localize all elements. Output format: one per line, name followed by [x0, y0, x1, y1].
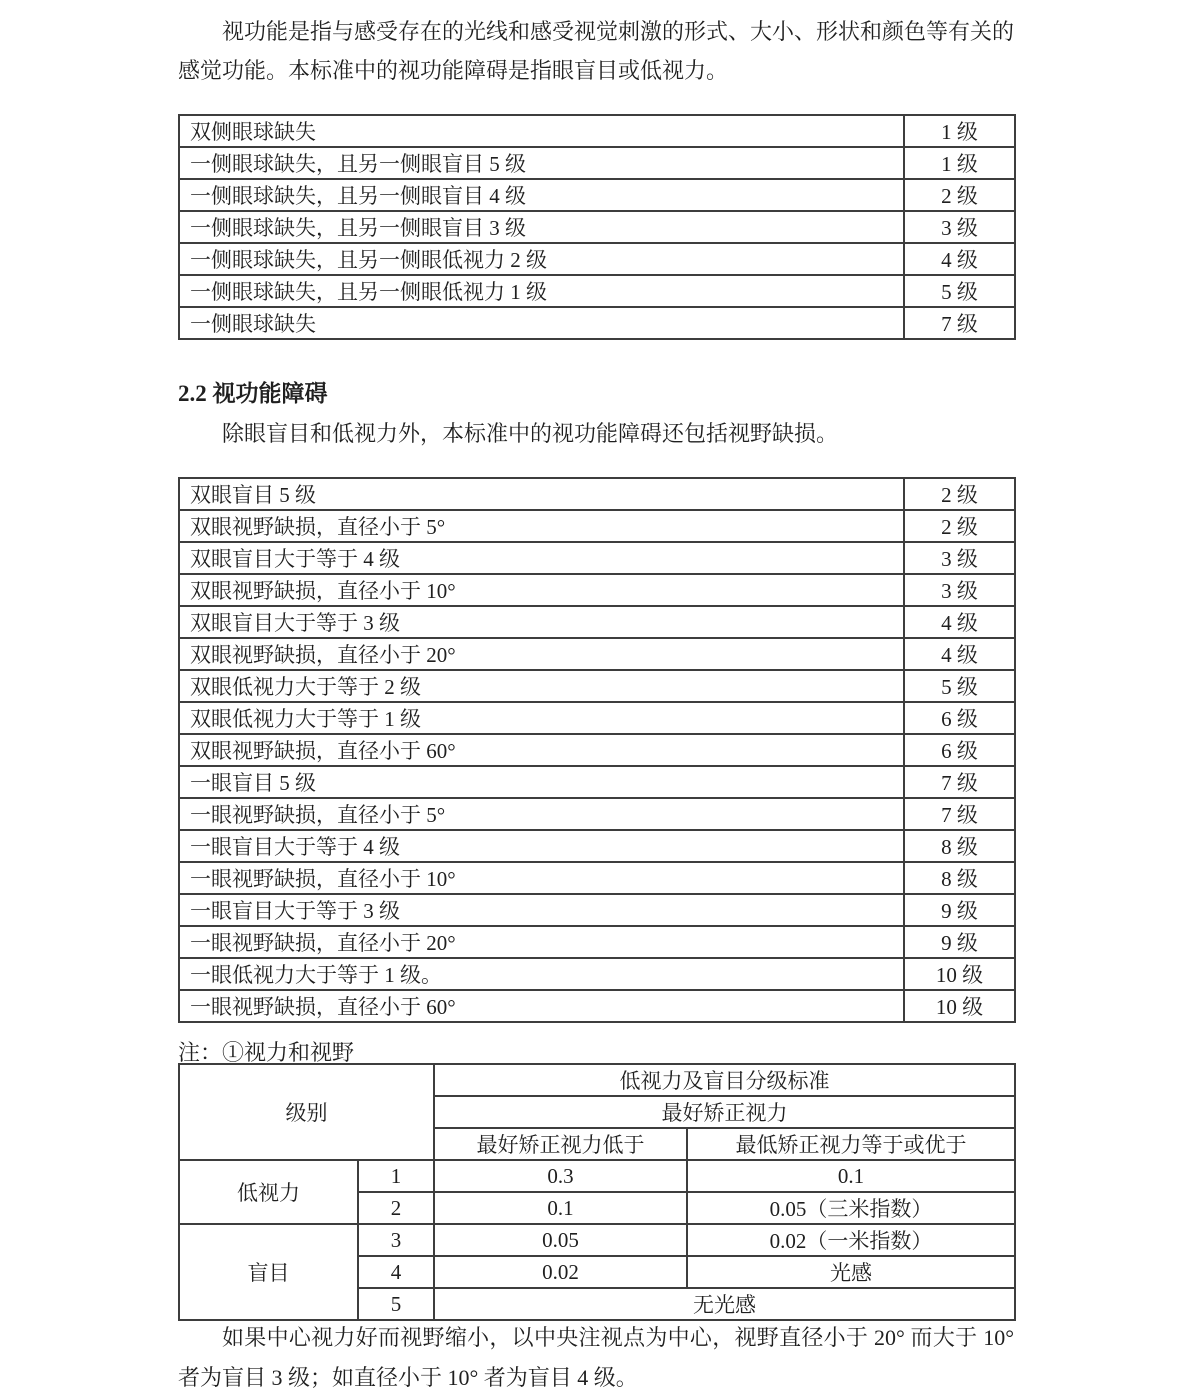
table-row	[179, 307, 1015, 339]
condition-cell: 一侧眼球缺失，且另一侧眼低视力 2 级	[179, 243, 904, 275]
section-title: 视功能障碍	[212, 381, 328, 406]
table-row	[179, 830, 1015, 862]
grading-subtitle-cell: 最好矫正视力	[434, 1096, 1015, 1128]
low-vision-group-cell: 低视力	[179, 1160, 358, 1224]
col-below-header-cell: 最好矫正视力低于	[434, 1128, 687, 1160]
table-row	[179, 862, 1015, 894]
table-row	[179, 478, 1015, 510]
condition-cell: 一眼盲目大于等于 3 级	[179, 894, 904, 926]
table-row	[179, 926, 1015, 958]
section-number: 2.2	[178, 381, 207, 406]
acuity-better-cell: 0.1	[687, 1160, 1015, 1192]
closing-paragraph: 如果中心视力好而视野缩小，以中央注视点为中心，视野直径小于 20° 而大于 10° 者为盲目 3 级；如直径小于 10° 者为盲目 4 级。	[178, 1325, 1014, 1390]
grade-cell: 9 级	[904, 894, 1015, 926]
condition-cell: 双眼视野缺损，直径小于 60°	[179, 734, 904, 766]
grade-cell: 3 级	[904, 542, 1015, 574]
condition-cell: 双眼盲目 5 级	[179, 478, 904, 510]
acuity-better-cell: 0.02（一米指数）	[687, 1224, 1015, 1256]
acuity-better-cell: 0.05（三米指数）	[687, 1192, 1015, 1224]
condition-cell: 双眼视野缺损，直径小于 10°	[179, 574, 904, 606]
table-note: 注：①视力和视野	[178, 1040, 355, 1065]
condition-cell: 一侧眼球缺失，且另一侧眼盲目 3 级	[179, 211, 904, 243]
table-row	[179, 115, 1015, 147]
condition-cell: 一侧眼球缺失，且另一侧眼盲目 4 级	[179, 179, 904, 211]
grade-cell: 4 级	[904, 606, 1015, 638]
level-no-cell: 3	[358, 1224, 434, 1256]
grade-cell: 8 级	[904, 862, 1015, 894]
table-header-row	[179, 1064, 1015, 1096]
condition-cell: 双眼视野缺损，直径小于 20°	[179, 638, 904, 670]
grade-cell: 7 级	[904, 798, 1015, 830]
table-row	[179, 958, 1015, 990]
grade-cell: 5 级	[904, 275, 1015, 307]
condition-cell: 双眼视野缺损，直径小于 5°	[179, 510, 904, 542]
table-row	[179, 670, 1015, 702]
table-row	[179, 894, 1015, 926]
condition-cell: 双眼低视力大于等于 2 级	[179, 670, 904, 702]
condition-cell: 一眼视野缺损，直径小于 20°	[179, 926, 904, 958]
table-row	[179, 1224, 1015, 1256]
grade-cell: 2 级	[904, 510, 1015, 542]
condition-cell: 一眼视野缺损，直径小于 10°	[179, 862, 904, 894]
table-row	[179, 734, 1015, 766]
low-vision-blindness-grading-table	[178, 1063, 1016, 1321]
grade-cell: 5 级	[904, 670, 1015, 702]
table-row	[179, 638, 1015, 670]
condition-cell: 一眼视野缺损，直径小于 5°	[179, 798, 904, 830]
table-row	[179, 606, 1015, 638]
level-no-cell: 4	[358, 1256, 434, 1288]
acuity-below-cell: 0.1	[434, 1192, 687, 1224]
grade-cell: 9 级	[904, 926, 1015, 958]
grade-cell: 2 级	[904, 179, 1015, 211]
visual-function-grading-table	[178, 477, 1016, 1023]
table-row	[179, 766, 1015, 798]
acuity-below-cell: 0.3	[434, 1160, 687, 1192]
grade-cell: 6 级	[904, 734, 1015, 766]
grade-cell: 1 级	[904, 147, 1015, 179]
intro-paragraph: 视功能是指与感受存在的光线和感受视觉刺激的形式、大小、形状和颜色等有关的感觉功能。本标准中的视功能障碍是指眼盲目或低视力。	[178, 19, 1015, 83]
grade-cell: 2 级	[904, 478, 1015, 510]
level-no-cell: 1	[358, 1160, 434, 1192]
grade-cell: 4 级	[904, 243, 1015, 275]
eyeball-loss-grading-table	[178, 114, 1016, 340]
grade-cell: 10 级	[904, 958, 1015, 990]
table-row	[179, 243, 1015, 275]
grade-cell: 8 级	[904, 830, 1015, 862]
col-equal-or-better-header-cell: 最低矫正视力等于或优于	[687, 1128, 1015, 1160]
level-no-cell: 5	[358, 1288, 434, 1320]
table-row	[179, 211, 1015, 243]
table-row	[179, 179, 1015, 211]
condition-cell: 一眼盲目大于等于 4 级	[179, 830, 904, 862]
table-row	[179, 990, 1015, 1022]
acuity-below-cell: 0.02	[434, 1256, 687, 1288]
grade-cell: 3 级	[904, 211, 1015, 243]
condition-cell: 一眼低视力大于等于 1 级。	[179, 958, 904, 990]
merged-acuity-cell: 无光感	[434, 1288, 1015, 1320]
table-row	[179, 702, 1015, 734]
grade-cell: 10 级	[904, 990, 1015, 1022]
table-row	[179, 1160, 1015, 1192]
grade-cell: 6 级	[904, 702, 1015, 734]
condition-cell: 一侧眼球缺失	[179, 307, 904, 339]
condition-cell: 一侧眼球缺失，且另一侧眼盲目 5 级	[179, 147, 904, 179]
level-header-cell: 级别	[179, 1064, 434, 1160]
table-row	[179, 275, 1015, 307]
blindness-group-cell: 盲目	[179, 1224, 358, 1320]
section-heading	[178, 380, 1014, 408]
condition-cell: 一眼盲目 5 级	[179, 766, 904, 798]
condition-cell: 一侧眼球缺失，且另一侧眼低视力 1 级	[179, 275, 904, 307]
condition-cell: 双侧眼球缺失	[179, 115, 904, 147]
level-no-cell: 2	[358, 1192, 434, 1224]
acuity-below-cell: 0.05	[434, 1224, 687, 1256]
grading-title-cell: 低视力及盲目分级标准	[434, 1064, 1015, 1096]
grade-cell: 1 级	[904, 115, 1015, 147]
table-row	[179, 798, 1015, 830]
section-paragraph: 除眼盲目和低视力外，本标准中的视功能障碍还包括视野缺损。	[222, 421, 839, 446]
condition-cell: 双眼盲目大于等于 3 级	[179, 606, 904, 638]
condition-cell: 一眼视野缺损，直径小于 60°	[179, 990, 904, 1022]
acuity-better-cell: 光感	[687, 1256, 1015, 1288]
table-row	[179, 542, 1015, 574]
grade-cell: 7 级	[904, 307, 1015, 339]
grade-cell: 7 级	[904, 766, 1015, 798]
condition-cell: 双眼低视力大于等于 1 级	[179, 702, 904, 734]
table-row	[179, 510, 1015, 542]
grade-cell: 3 级	[904, 574, 1015, 606]
condition-cell: 双眼盲目大于等于 4 级	[179, 542, 904, 574]
table-row	[179, 147, 1015, 179]
grade-cell: 4 级	[904, 638, 1015, 670]
table-row	[179, 574, 1015, 606]
